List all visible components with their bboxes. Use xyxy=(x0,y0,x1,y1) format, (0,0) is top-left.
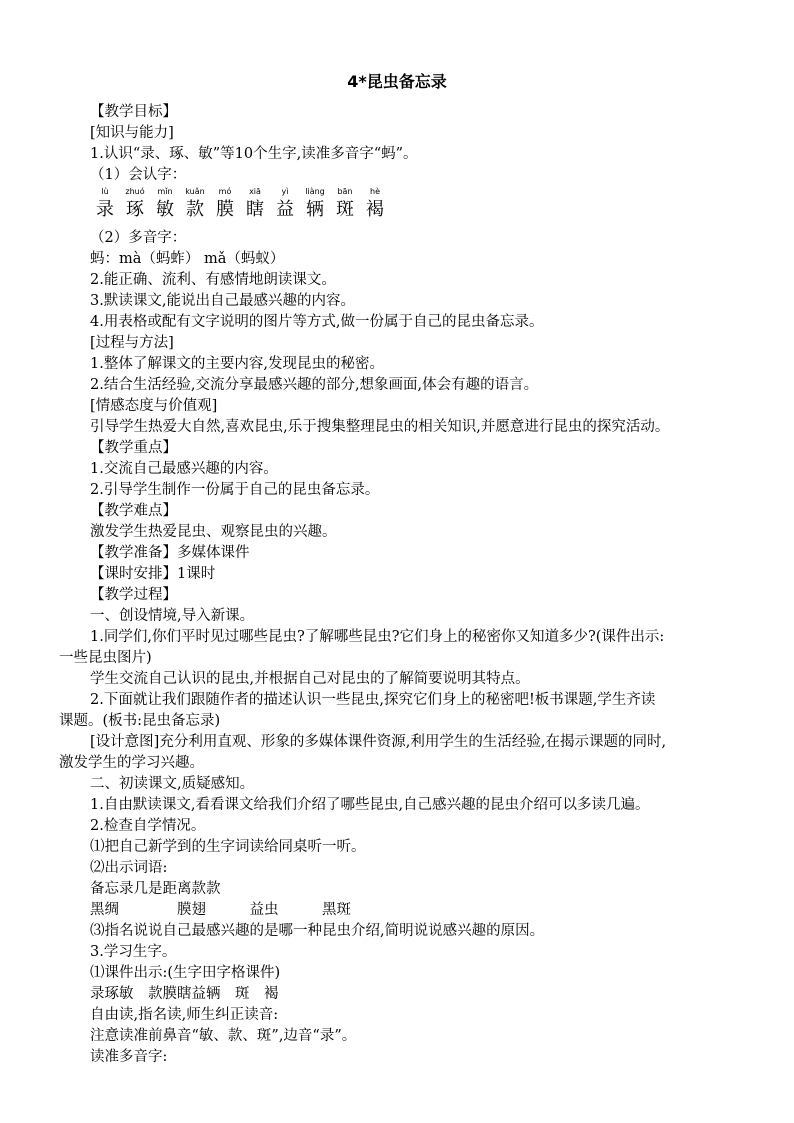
pinyin: zhuó xyxy=(125,187,145,196)
text-line: （1）会认字： xyxy=(90,167,187,183)
subheading-process: [过程与方法] xyxy=(90,335,174,351)
text-line: 注意读准前鼻音“敏、款、斑”,边音“录”。 xyxy=(90,1028,357,1044)
text-line: 3.学习生字。 xyxy=(90,944,177,960)
paragraph-line: 课题。(板书:昆虫备忘录) xyxy=(59,713,221,729)
text-line: 1.交流自己最感兴趣的内容。 xyxy=(90,461,278,477)
text-line: 读准多音字: xyxy=(90,1049,168,1065)
text-line: 1.自由默读课文,看看课文给我们介绍了哪些昆虫,自己感兴趣的昆虫介绍可以多读几遍。 xyxy=(90,797,650,813)
character: 褐 xyxy=(366,199,384,220)
pinyin: lù xyxy=(101,187,109,196)
character: 膜 xyxy=(216,199,234,220)
word-list: 备忘录几是距离款款 xyxy=(90,881,221,897)
text-line: 自由读,指名读,师生纠正读音: xyxy=(90,1007,279,1023)
section-heading-objectives: 【教学目标】 xyxy=(90,104,177,120)
paragraph-line: 2.下面就让我们跟随作者的描述认识一些昆虫,探究它们身上的秘密吧!板书课题,学生齐读 xyxy=(90,692,656,708)
section-step-heading: 二、初读课文,质疑感知。 xyxy=(90,776,255,792)
text-line: ⑵出示词语: xyxy=(90,860,168,876)
text-line: 1.整体了解课文的主要内容,发现昆虫的秘密。 xyxy=(90,356,384,372)
paragraph-line: [设计意图]充分利用直观、形象的多媒体课件资源,利用学生的生活经验,在揭示课题的同时, xyxy=(90,734,667,750)
text-line: 2.检查自学情况。 xyxy=(90,818,206,834)
text-line: 2.能正确、流利、有感情地朗读课文。 xyxy=(90,272,336,288)
text-line: 1.认识“录、琢、敏”等10个生字,读准多音字“蚂”。 xyxy=(90,146,418,162)
character: 瞎 xyxy=(246,199,264,220)
pinyin: bān xyxy=(337,187,353,196)
section-step-heading: 一、创设情境,导入新课。 xyxy=(90,608,255,624)
character: 敏 xyxy=(156,199,174,220)
paragraph-line: 1.同学们,你们平时见过哪些昆虫?了解哪些昆虫?它们身上的秘密你又知道多少?(课件出示: xyxy=(90,629,665,645)
paragraph-line: 学生交流自己认识的昆虫,并根据自己对昆虫的了解简要说明其特点。 xyxy=(90,671,530,687)
text-line: 4.用表格或配有文字说明的图片等方式,做一份属于自己的昆虫备忘录。 xyxy=(90,314,544,330)
word-list: 黑绸 膜翅 益虫 黑斑 xyxy=(90,902,351,918)
subheading-attitude: [情感态度与价值观] xyxy=(90,398,218,414)
pinyin: xiā xyxy=(249,187,261,196)
character: 益 xyxy=(276,199,294,220)
text-line: 激发学生热爱昆虫、观察昆虫的兴趣。 xyxy=(90,524,337,540)
text-line: 2.引导学生制作一份属于自己的昆虫备忘录。 xyxy=(90,482,380,498)
document-title: 4*昆虫备忘录 xyxy=(347,72,447,91)
pinyin: liàng xyxy=(305,187,325,196)
section-heading-process: 【教学过程】 xyxy=(90,587,177,603)
character: 斑 xyxy=(336,199,354,220)
section-heading-schedule: 【课时安排】1课时 xyxy=(90,566,216,582)
paragraph-line: 一些昆虫图片) xyxy=(59,650,152,666)
character: 辆 xyxy=(306,199,324,220)
character: 琢 xyxy=(126,199,144,220)
text-line: ⑴课件出示:(生字田字格课件) xyxy=(90,965,281,981)
character: 录 xyxy=(96,199,114,220)
pinyin: mǐn xyxy=(157,187,173,196)
pinyin: kuǎn xyxy=(185,187,205,196)
pinyin: mó xyxy=(218,187,232,196)
character-list: 录琢敏 款膜瞎益辆 斑 褐 xyxy=(90,986,279,1002)
text-line: 引导学生热爱大自然,喜欢昆虫,乐于搜集整理昆虫的相关知识,并愿意进行昆虫的探究活动。 xyxy=(90,419,670,435)
pinyin: hè xyxy=(370,187,380,196)
text-line: 蚂：mà（蚂蚱） mǎ（蚂蚁） xyxy=(90,251,285,267)
paragraph-line: 激发学生的学习兴趣。 xyxy=(59,755,204,771)
character: 款 xyxy=(186,199,204,220)
text-line: （2）多音字： xyxy=(90,230,187,246)
text-line: ⑴把自己新学到的生字词读给同桌听一听。 xyxy=(90,839,366,855)
section-heading-key-points: 【教学重点】 xyxy=(90,440,177,456)
text-line: ⑶指名说说自己最感兴趣的是哪一种昆虫介绍,简明说说感兴趣的原因。 xyxy=(90,923,545,939)
text-line: 2.结合生活经验,交流分享最感兴趣的部分,想象画面,体会有趣的语言。 xyxy=(90,377,539,393)
pinyin: yì xyxy=(281,187,289,196)
section-heading-difficulties: 【教学难点】 xyxy=(90,503,177,519)
subheading-knowledge: [知识与能力] xyxy=(90,125,174,141)
section-heading-preparation: 【教学准备】多媒体课件 xyxy=(90,545,250,561)
text-line: 3.默读课文,能说出自己最感兴趣的内容。 xyxy=(90,293,355,309)
